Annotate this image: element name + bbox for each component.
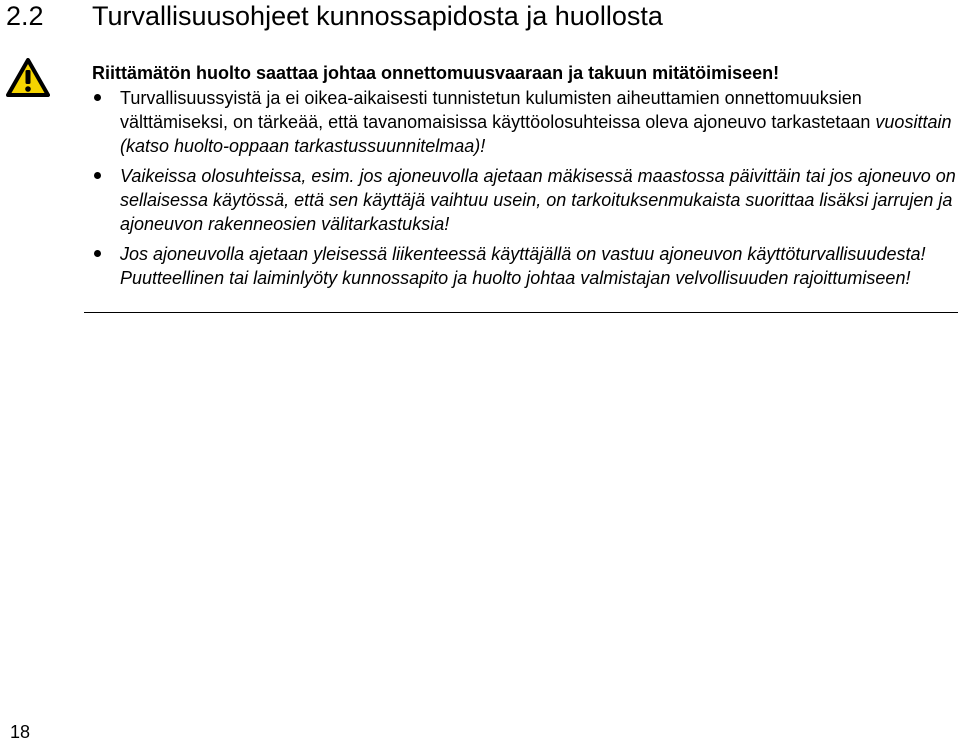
warning-item-text-italic: vuosittain (katso huolto-oppaan tarkastussuunnitelmaa)! xyxy=(120,112,952,156)
warning-item-annual-inspection xyxy=(92,86,958,158)
warning-item-user-responsibility xyxy=(92,242,958,290)
warning-item-text: Turvallisuussyistä ja ei oikea-aikaisesti tunnistetun kulumisten aiheuttamien onnettomuuksien välttämiseksi, on tärkeää, että tavanomaisissa käyttöolosuhteissa oleva ajoneuvo tarkastetaan xyxy=(120,88,876,132)
warning-triangle-icon xyxy=(6,58,50,98)
page-number: 18 xyxy=(10,722,31,742)
notice-divider xyxy=(84,312,958,313)
warning-title: Riittämätön huolto saattaa johtaa onnettomuusvaaraan ja takuun mitätöimiseen! xyxy=(92,63,780,83)
section-title: Turvallisuusohjeet kunnossapidosta ja huollosta xyxy=(92,1,663,31)
warning-notice xyxy=(0,52,960,314)
warning-item-difficult-conditions xyxy=(92,164,958,236)
warning-item-text-italic: Jos ajoneuvolla ajetaan yleisessä liikenteessä käyttäjällä on vastuu ajoneuvon käyttöturvallisuudesta! Puutteellinen tai laiminlyöty kunnossapito ja huolto johtaa valmistajan velvollisuuden rajoittumiseen! xyxy=(120,244,926,288)
warning-item-text-italic: Vaikeissa olosuhteissa, esim. jos ajoneuvolla ajetaan mäkisessä maastossa päivittäin tai jos ajoneuvo on sellaisessa käytössä, että sen käyttäjä vaihtuu usein, on tarkoituksenmukaista suorittaa lisäksi jarrujen ja ajoneuvon rakenneosien välitarkastuksia! xyxy=(120,166,956,234)
warning-list xyxy=(92,86,958,296)
section-number: 2.2 xyxy=(6,1,44,31)
